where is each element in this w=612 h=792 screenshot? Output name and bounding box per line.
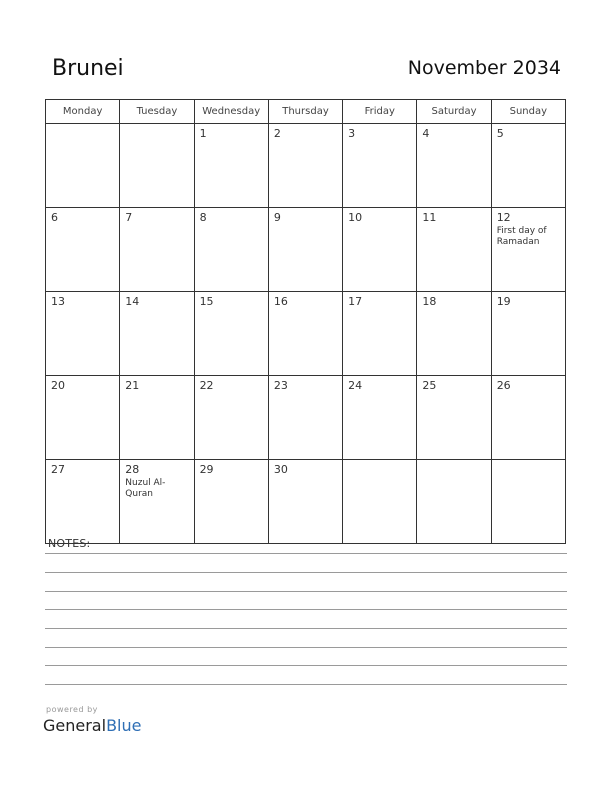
- powered-by-text: powered by: [46, 705, 98, 714]
- calendar-day-cell: [46, 376, 120, 460]
- calendar-day-cell: [491, 292, 565, 376]
- calendar-week-row: [46, 460, 566, 544]
- calendar-day-cell: [120, 124, 194, 208]
- day-number: 8: [199, 211, 207, 224]
- calendar-day-cell: [194, 208, 268, 292]
- weekday-header: Tuesday: [120, 100, 194, 124]
- calendar-day-cell: [46, 208, 120, 292]
- calendar-grid: [45, 99, 566, 544]
- day-number: 27: [51, 463, 65, 476]
- day-number: 19: [496, 295, 511, 308]
- note-line: [45, 647, 567, 648]
- calendar-week-row: [46, 124, 566, 208]
- day-number: 24: [348, 379, 363, 392]
- day-number: 10: [348, 211, 363, 224]
- calendar-day-cell: [417, 292, 491, 376]
- calendar-day-cell: [491, 208, 565, 292]
- month-year-title: November 2034: [407, 57, 561, 79]
- calendar-day-cell: [194, 124, 268, 208]
- day-number: 21: [125, 379, 140, 392]
- day-number: 25: [422, 379, 437, 392]
- brand-logo-part2: Blue: [106, 716, 142, 735]
- day-number: 3: [348, 127, 356, 140]
- calendar-day-cell: [268, 376, 342, 460]
- day-number: 2: [273, 127, 281, 140]
- calendar-week-row: [46, 292, 566, 376]
- calendar-day-cell: [417, 460, 491, 544]
- weekday-header: Friday: [343, 100, 417, 124]
- calendar-day-cell: [343, 292, 417, 376]
- day-number: 26: [496, 379, 511, 392]
- calendar-day-cell: [194, 376, 268, 460]
- day-number: 22: [199, 379, 214, 392]
- day-number: 29: [199, 463, 214, 476]
- country-title: Brunei: [52, 56, 124, 81]
- day-number: 4: [422, 127, 430, 140]
- calendar-day-cell: [268, 208, 342, 292]
- calendar-day-cell: [343, 208, 417, 292]
- weekday-header-row: [46, 100, 566, 124]
- calendar-week-row: [46, 208, 566, 292]
- brand-logo: [43, 716, 141, 735]
- calendar-day-cell: [120, 376, 194, 460]
- calendar-day-cell: [46, 460, 120, 544]
- calendar-day-cell: [343, 460, 417, 544]
- day-number: 15: [199, 295, 214, 308]
- calendar-day-cell: [120, 208, 194, 292]
- day-number: 20: [51, 379, 65, 392]
- calendar-day-cell: [268, 460, 342, 544]
- brand-logo-part1: General: [43, 716, 107, 735]
- calendar-day-cell: [417, 208, 491, 292]
- day-number: 6: [51, 211, 58, 224]
- calendar-day-cell: [491, 124, 565, 208]
- day-number: 14: [125, 295, 140, 308]
- day-number: 12: [496, 211, 511, 224]
- weekday-header: Thursday: [268, 100, 342, 124]
- weekday-header: Wednesday: [194, 100, 268, 124]
- note-line: [45, 572, 567, 573]
- weekday-header: Sunday: [491, 100, 565, 124]
- weekday-header: Saturday: [417, 100, 491, 124]
- day-number: 28: [125, 463, 140, 476]
- calendar-day-cell: [343, 376, 417, 460]
- notes-label: NOTES:: [48, 537, 91, 550]
- holiday-label: Nuzul Al-Quran: [125, 478, 166, 499]
- day-number: 9: [273, 211, 281, 224]
- day-number: 13: [51, 295, 65, 308]
- calendar-week-row: [46, 376, 566, 460]
- calendar-day-cell: [120, 460, 194, 544]
- calendar-day-cell: [417, 124, 491, 208]
- day-number: 23: [273, 379, 288, 392]
- calendar-day-cell: [268, 292, 342, 376]
- calendar-day-cell: [46, 292, 120, 376]
- note-line: [45, 591, 567, 592]
- day-number: 1: [199, 127, 207, 140]
- calendar-day-cell: [194, 460, 268, 544]
- day-number: 18: [422, 295, 437, 308]
- day-number: 17: [348, 295, 363, 308]
- day-number: 7: [125, 211, 133, 224]
- day-number: 11: [422, 211, 437, 224]
- calendar-day-cell: [194, 292, 268, 376]
- day-number: 30: [273, 463, 288, 476]
- holiday-label: First day of Ramadan: [496, 226, 547, 247]
- calendar-day-cell: [268, 124, 342, 208]
- calendar-day-cell: [120, 292, 194, 376]
- day-number: 5: [496, 127, 504, 140]
- calendar-day-cell: [343, 124, 417, 208]
- calendar-day-cell: [417, 376, 491, 460]
- calendar-day-cell: [46, 124, 120, 208]
- note-line: [45, 684, 567, 685]
- note-line: [45, 609, 567, 610]
- calendar-day-cell: [491, 460, 565, 544]
- weekday-header: Monday: [46, 100, 120, 124]
- note-line: [45, 553, 567, 554]
- day-number: 16: [273, 295, 288, 308]
- calendar-day-cell: [491, 376, 565, 460]
- note-line: [45, 665, 567, 666]
- note-line: [45, 628, 567, 629]
